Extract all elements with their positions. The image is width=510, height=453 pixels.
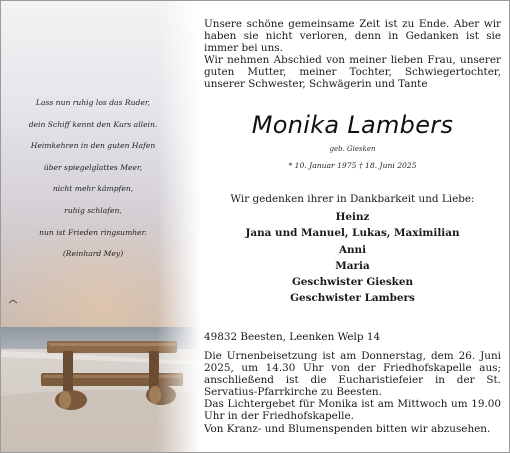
- deceased-name: Monika Lambers: [251, 111, 454, 139]
- mourner-entry: Geschwister Lambers: [290, 292, 415, 305]
- poem-line: Lass nun ruhig los das Ruder,: [35, 98, 151, 107]
- mourner-entry: Jana und Manuel, Lukas, Maximilian: [245, 227, 460, 240]
- poem: [7, 97, 179, 262]
- mourner-entry: Geschwister Giesken: [291, 276, 414, 289]
- poem-line: nun ist Frieden ringsumher.: [39, 227, 147, 237]
- poem-line: nicht mehr kämpfen,: [52, 184, 134, 194]
- poem-line: dein Schiff kennt den Kurs allein.: [28, 119, 158, 129]
- mourner-entry: Maria: [335, 259, 370, 272]
- mourner-entry: Anni: [338, 243, 367, 256]
- intro-text: [204, 18, 501, 91]
- poem-author: (Reinhard Mey): [62, 249, 124, 259]
- mourners-list: [204, 210, 501, 308]
- mourner-entry: Heinz: [335, 211, 370, 223]
- poem-line: Heimkehren in den guten Hafen: [30, 141, 156, 151]
- service-details: [204, 350, 501, 435]
- poem-line: über spiegelglattes Meer,: [43, 162, 143, 172]
- poem-line: ruhig schlafen,: [64, 205, 122, 215]
- intro-paragraph: Wir nehmen Abschied von meiner lieben Frau, unserer guten Mutter, meiner Tochter, Schwiegertochter, unserer Schwester, Schwägerin und Tante: [204, 54, 501, 91]
- life-dates: * 10. Januar 1975 † 18. Juni 2025: [288, 161, 417, 170]
- service-paragraph: Von Kranz- und Blumenspenden bitten wir abzusehen.: [204, 422, 491, 435]
- service-paragraph: Die Urnenbeisetzung ist am Donnerstag, dem 26. Juni 2025, um 14.30 Uhr von der Friedhofskapelle aus; anschließend ist die Eucharistiefeier in der St. Servatius-Pfarrkirche zu Beesten.: [204, 350, 501, 399]
- address: 49832 Beesten, Leenken Welp 14: [204, 331, 381, 343]
- beach-bench-photo: [1, 1, 201, 452]
- birth-name: geb. Giesken: [329, 145, 376, 153]
- service-paragraph: Das Lichtergebet für Monika ist am Mittwoch um 19.00 Uhr in der Friedhofskapelle.: [204, 398, 501, 423]
- intro-paragraph: Unsere schöne gemeinsame Zeit ist zu Ende. Aber wir haben sie nicht verloren, denn in Gedanken ist sie immer bei uns.: [204, 18, 501, 55]
- remembrance-line: Wir gedenken ihrer in Dankbarkeit und Liebe:: [230, 193, 475, 205]
